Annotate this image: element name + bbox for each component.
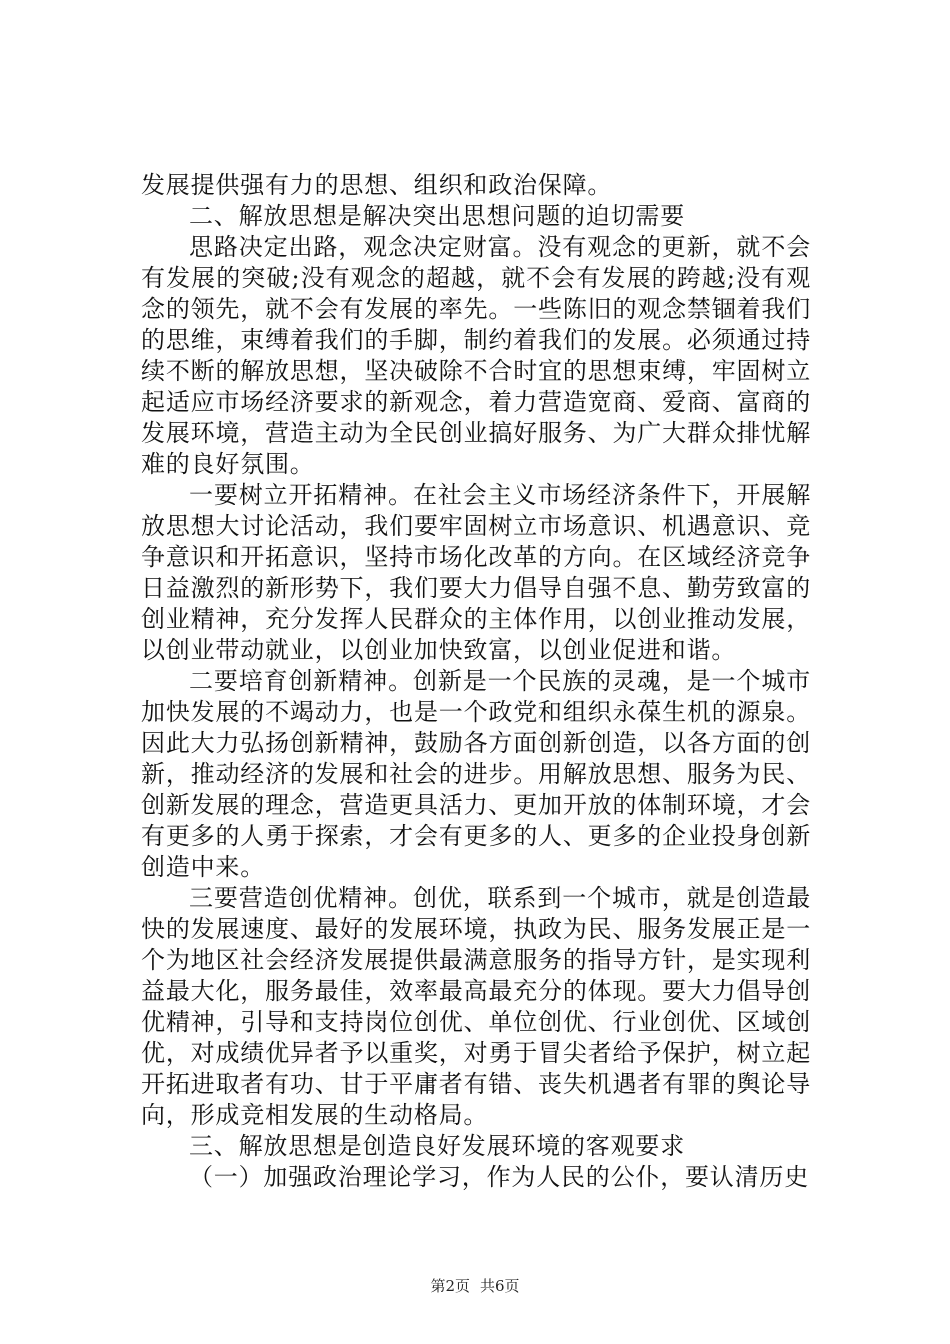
page-total: 共6页 — [480, 1277, 520, 1295]
page-number: 第2页 — [430, 1277, 470, 1295]
paragraph-continued: 发展提供强有力的思想、组织和政治保障。 — [141, 171, 613, 199]
section-heading-3: 三、解放思想是创造良好发展环境的客观要求 — [189, 1132, 685, 1160]
paragraph-ideas: 思路决定出路，观念决定财富。没有观念的更新，就不会有发展的突破;没有观念的超越，就不会有发展的跨越;没有观念的领先，就不会有发展的率先。一些陈旧的观念禁锢着我们的思维，束缚着我们的手脚，制约着我们的发展。必须通过持续不断的解放思想，坚决破除不合时宜的思想束缚，牢固树立起适应市场经济要求的新观念，着力营造宽商、爱商、富商的发展环境，营造主动为全民创业搞好服务、为广大群众排忧解难的良好氛围。 — [141, 233, 811, 478]
document-body — [141, 170, 811, 1193]
paragraph-excellence-spirit: 三要营造创优精神。创优，联系到一个城市，就是创造最快的发展速度、最好的发展环境，执政为民、服务发展正是一个为地区社会经济发展提供最满意服务的指导方针，是实现利益最大化，服务最佳，效率最高最充分的体现。要大力倡导创优精神，引导和支持岗位创优、单位创优、行业创优、区域创优，对成绩优异者予以重奖，对勇于冒尖者给予保护，树立起开拓进取者有功、甘于平庸者有错、丧失机遇者有罪的舆论导向，形成竞相发展的生动格局。 — [141, 884, 811, 1129]
paragraph-theory-study: （一）加强政治理论学习，作为人民的公仆，要认清历史 — [189, 1163, 809, 1191]
paragraph-pioneering-spirit: 一要树立开拓精神。在社会主义市场经济条件下，开展解放思想大讨论活动，我们要牢固树立市场意识、机遇意识、竞争意识和开拓意识，坚持市场化改革的方向。在区域经济竞争日益激烈的新形势下，我们要大力倡导自强不息、勤劳致富的创业精神，充分发挥人民群众的主体作用，以创业推动发展，以创业带动就业，以创业加快致富，以创业促进和谐。 — [141, 481, 811, 664]
section-heading-2: 二、解放思想是解决突出思想问题的迫切需要 — [189, 202, 685, 230]
page-footer — [0, 1275, 950, 1296]
paragraph-innovation-spirit: 二要培育创新精神。创新是一个民族的灵魂，是一个城市加快发展的不竭动力，也是一个政党和组织永葆生机的源泉。因此大力弘扬创新精神，鼓励各方面创新创造，以各方面的创新，推动经济的发展和社会的进步。用解放思想、服务为民、创新发展的理念，营造更具活力、更加开放的体制环境，才会有更多的人勇于探索，才会有更多的人、更多的企业投身创新创造中来。 — [141, 667, 811, 881]
